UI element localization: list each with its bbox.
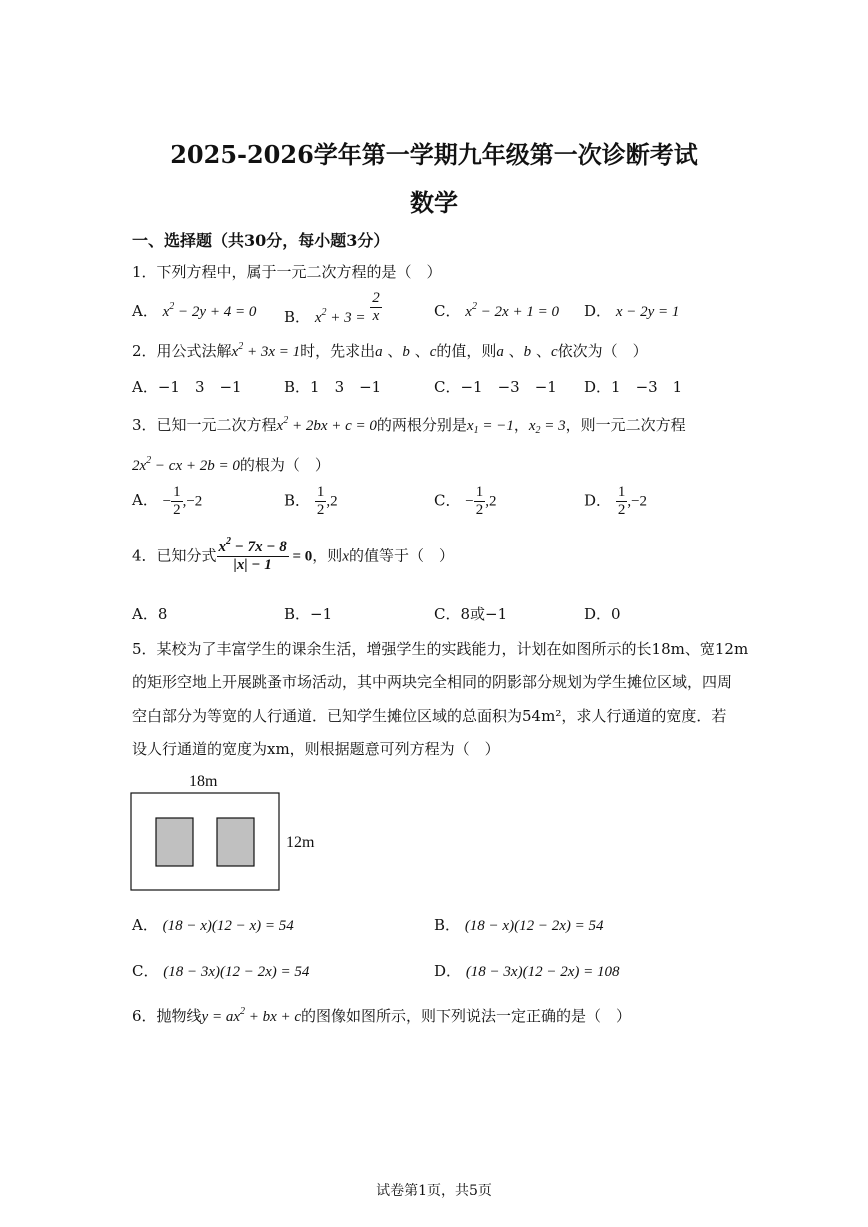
- q5-stem-line2: 的矩形空地上开展跳蚤市场活动，其中两块完全相同的阴影部分规划为学生摊位区域，四周: [132, 673, 733, 691]
- q4-fraction: $\frac{x^2 - 7x - 8}{|x| - 1}$: [218, 536, 287, 573]
- q6-stem-a: 6．抛物线: [132, 1007, 202, 1025]
- q5-option-a-label: A．: [132, 916, 158, 934]
- q1-option-a-label: A．: [132, 302, 158, 320]
- q5-option-d-label: D．: [434, 962, 462, 980]
- field-rectangle: [131, 793, 279, 890]
- q5-option-d: [434, 960, 619, 981]
- q3-option-d-label: D．: [584, 491, 612, 510]
- q5-option-c-label: C．: [132, 962, 159, 980]
- q3-stem-c: ，则一元二次方程: [565, 416, 686, 434]
- q2-stem-c: 的值，则: [436, 342, 497, 360]
- q4-stem-c: 的值等于（ ）: [348, 546, 454, 565]
- stall-area-right: [217, 818, 254, 866]
- q2-option-a: A．−1 3 −1: [132, 378, 242, 396]
- q1-option-c: [434, 300, 559, 321]
- q5-option-a: [132, 914, 294, 935]
- q5-option-c: [132, 960, 309, 981]
- q3-stem-b: 的两根分别是: [376, 416, 467, 434]
- q5-option-b: [434, 914, 603, 935]
- q4-option-d: D．0: [584, 605, 621, 623]
- q1-option-b-label: B．: [284, 307, 311, 326]
- q2-stem-b: 时，先求出: [300, 342, 376, 360]
- q5-option-d-expr: (18 − 3x)(12 − 2x) = 108: [465, 964, 620, 980]
- q1-stem: 1．下列方程中，属于一元二次方程的是（ ）: [132, 263, 442, 281]
- q1-option-d: [584, 300, 679, 321]
- q3-stem-line1: 3．已知一元二次方程$x^2 + 2bx + c = 0$的两根分别是$x_1 = -1$，$x_2 = 3$，则一元二次方程: [132, 415, 686, 436]
- q4-option-c: C．8或−1: [434, 605, 508, 623]
- exam-title: 2025-2026学年第一学期九年级第一次诊断考试: [170, 140, 698, 169]
- q5-option-a-expr: (18 − x)(12 − x) = 54: [162, 918, 294, 934]
- q4-stem: 4．已知分式 $\frac{x^2 - 7x - 8}{|x| - 1}$ = 0，则x的值等于（ ）: [132, 536, 454, 573]
- q3-option-b: B． $\frac{1}{2}$ ,2: [284, 484, 338, 518]
- q1-option-c-expr: $x^2 - 2x + 1 = 0$: [465, 301, 559, 320]
- q5-option-b-expr: (18 − x)(12 − 2x) = 54: [464, 918, 604, 934]
- q6-stem-b: 的图像如图所示，则下列说法一定正确的是（ ）: [301, 1007, 632, 1025]
- q4-stem-b: ，则: [312, 546, 343, 565]
- q1-option-d-expr: x − 2y = 1: [615, 304, 680, 320]
- q1-option-b: B． $x^2 + 3$ = $\frac{2}{x}$: [284, 290, 380, 326]
- q3-option-b-label: B．: [284, 491, 311, 510]
- q3-option-c-label: C．: [434, 491, 461, 510]
- q5-option-c-expr: (18 − 3x)(12 − 2x) = 54: [163, 964, 310, 980]
- section-heading: 一、选择题（共30分，每小题3分）: [132, 231, 390, 250]
- q1-option-c-label: C．: [434, 302, 461, 320]
- q4-stem-a: 4．已知分式: [132, 546, 217, 565]
- q3-stem-d: 的根为（ ）: [239, 456, 330, 474]
- q3-option-d: D． $\frac{1}{2}$ ,−2: [584, 484, 648, 518]
- figure-width-label: 18m: [189, 773, 218, 790]
- q5-stem-line3: 空白部分为等宽的人行通道．已知学生摊位区域的总面积为54m²，求人行通道的宽度．若: [132, 707, 727, 725]
- q3-stem-line2: $2x^2$ − cx + 2b = 0的根为（ ）: [132, 455, 330, 474]
- q2-stem-a: 2．用公式法解: [132, 342, 232, 360]
- q6-stem: 6．抛物线$y = ax^2$ + bx + c的图像如图所示，则下列说法一定正确的是（ ）: [132, 1006, 632, 1025]
- q5-stem-line1: 5．某校为了丰富学生的课余生活，增强学生的实践能力，计划在如图所示的长18m、宽12m: [132, 640, 749, 658]
- q5-option-b-label: B．: [434, 916, 461, 934]
- q3-option-a: A． − $\frac{1}{2}$ ,−2: [132, 484, 203, 518]
- stall-area-left: [156, 818, 193, 866]
- figure-height-label: 12m: [286, 834, 315, 851]
- q2-option-c: C．−1 −3 −1: [434, 378, 557, 396]
- q2-option-d: D．1 −3 1: [584, 378, 683, 396]
- q3-option-c: C． − $\frac{1}{2}$ ,2: [434, 484, 497, 518]
- q5-stem-line4: 设人行通道的宽度为xm，则根据题意可列方程为（ ）: [132, 740, 500, 758]
- q1-option-b-frac: $\frac{2}{x}$: [372, 290, 380, 324]
- q3-stem-a: 3．已知一元二次方程: [132, 416, 277, 434]
- q4-option-a: A．8: [132, 605, 168, 623]
- q3-option-a-label: A．: [132, 490, 158, 509]
- q4-option-b: B．−1: [284, 605, 333, 623]
- subject-title: 数学: [410, 188, 458, 217]
- q2-stem-d: 依次为（ ）: [557, 342, 648, 360]
- q1-option-a-expr: $x^2 - 2y + 4 = 0$: [162, 301, 257, 320]
- q2-option-b: B．1 3 −1: [284, 378, 382, 396]
- q1-option-a: [132, 300, 256, 321]
- q2-stem: 2．用公式法解$x^2 + 3x = 1$时，先求出a 、b 、c的值，则a 、b 、c依次为（ ）: [132, 341, 648, 360]
- page-footer: 试卷第1页，共5页: [376, 1183, 492, 1199]
- rectangle-figure: [130, 792, 282, 892]
- q1-option-d-label: D．: [584, 302, 612, 320]
